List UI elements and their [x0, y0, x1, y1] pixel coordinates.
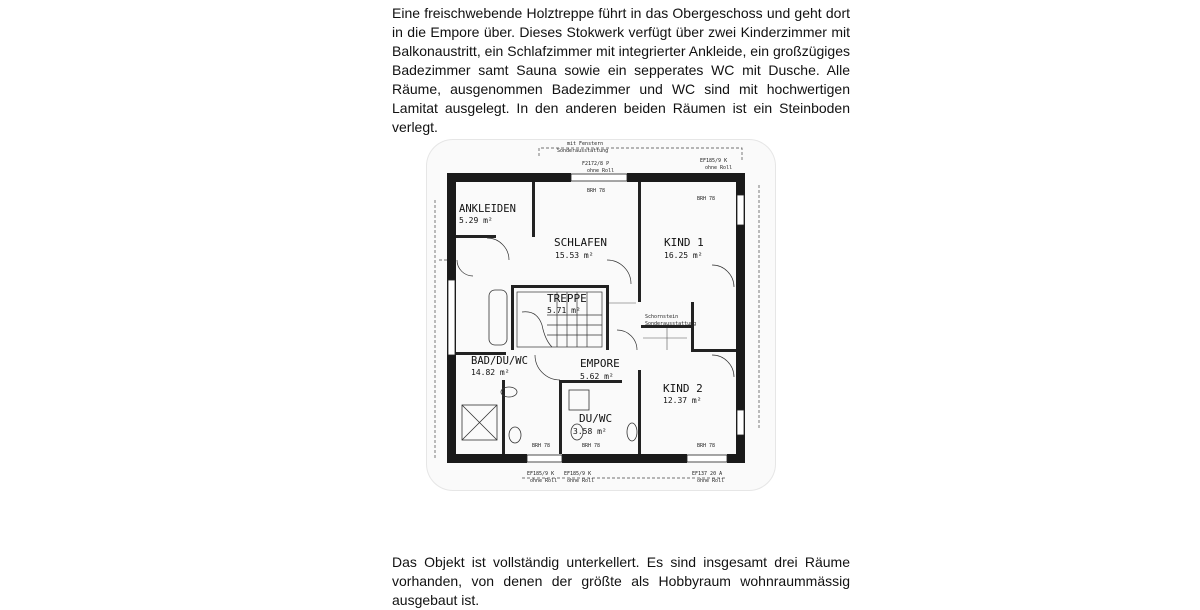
- floor-plan-drawing: [427, 140, 775, 490]
- note-brh-5: BRH 78: [697, 443, 716, 449]
- outro-paragraph: Das Objekt ist vollständig unterkellert. Es sind insgesamt drei Räume vorhanden, von denen der größte als Hobbyraum wohnraummässig ausgebaut ist.: [392, 554, 850, 608]
- room-treppe-name: TREPPE: [547, 292, 587, 305]
- note-bottom-3-sub: ohne Roll: [697, 478, 725, 484]
- room-ankleiden-name: ANKLEIDEN: [459, 203, 516, 215]
- room-bad-name: BAD/DU/WC: [471, 355, 528, 367]
- note-bottom-1-sub: ohne Roll: [530, 478, 558, 484]
- room-ankleiden-area: 5.29 m²: [459, 216, 493, 225]
- room-schlafen-name: SCHLAFEN: [554, 236, 607, 249]
- note-bottom-2: EF185/9 K: [564, 471, 592, 477]
- note-brh-3: BRH 78: [532, 443, 551, 449]
- note-sonder: Sonderausstattung: [645, 321, 697, 327]
- room-treppe-area: 5.71 m²: [547, 306, 581, 315]
- floor-plan-image: [427, 140, 775, 490]
- note-bottom-2-sub: ohne Roll: [567, 478, 595, 484]
- room-empore-name: EMPORE: [580, 357, 620, 370]
- note-brh-2: BRH 78: [697, 196, 716, 202]
- note-brh-1: BRH 78: [587, 188, 606, 194]
- room-duwc-area: 3.58 m²: [573, 427, 607, 436]
- note-top-right: EF185/9 K: [700, 158, 728, 164]
- note-schorn: Schornstein: [645, 314, 679, 320]
- room-kind2-name: KIND 2: [663, 382, 703, 395]
- note-top-b: Sonderausstattung: [557, 148, 609, 154]
- note-top-right-sub: ohne Roll: [705, 165, 733, 171]
- room-bad-area: 14.82 m²: [471, 368, 510, 377]
- note-top-window: F2172/8 P: [582, 161, 610, 167]
- note-top-a: mit Fenstern: [567, 141, 604, 147]
- room-kind1-name: KIND 1: [664, 236, 704, 249]
- note-top-window-sub: ohne Roll: [587, 168, 615, 174]
- intro-paragraph: Eine freischwebende Holztreppe führt in das Obergeschoss und geht dort in die Empore über. Dieses Stokwerk verfügt über zwei Kinderzimmer mit Balkonaustritt, ein Schlafzimmer mit integrierter Ankleide, ein großzügiges Badezimmer samt Sauna sowie ein sepperates WC mit Dusche. Alle Räume, ausgenommen Badezimmer und WC sind mit hochwertigen Lamitat ausgelegt. In den anderen beiden Räumen ist ein Steinboden verlegt.: [392, 5, 850, 135]
- room-kind2-area: 12.37 m²: [663, 396, 702, 405]
- note-brh-4: BRH 78: [582, 443, 601, 449]
- room-duwc-name: DU/WC: [579, 412, 613, 425]
- room-schlafen-area: 15.53 m²: [555, 251, 594, 260]
- room-empore-area: 5.62 m²: [580, 372, 614, 381]
- room-kind1-area: 16.25 m²: [664, 251, 703, 260]
- note-bottom-1: EF185/9 K: [527, 471, 555, 477]
- note-bottom-3: EF137 20 A: [692, 471, 723, 477]
